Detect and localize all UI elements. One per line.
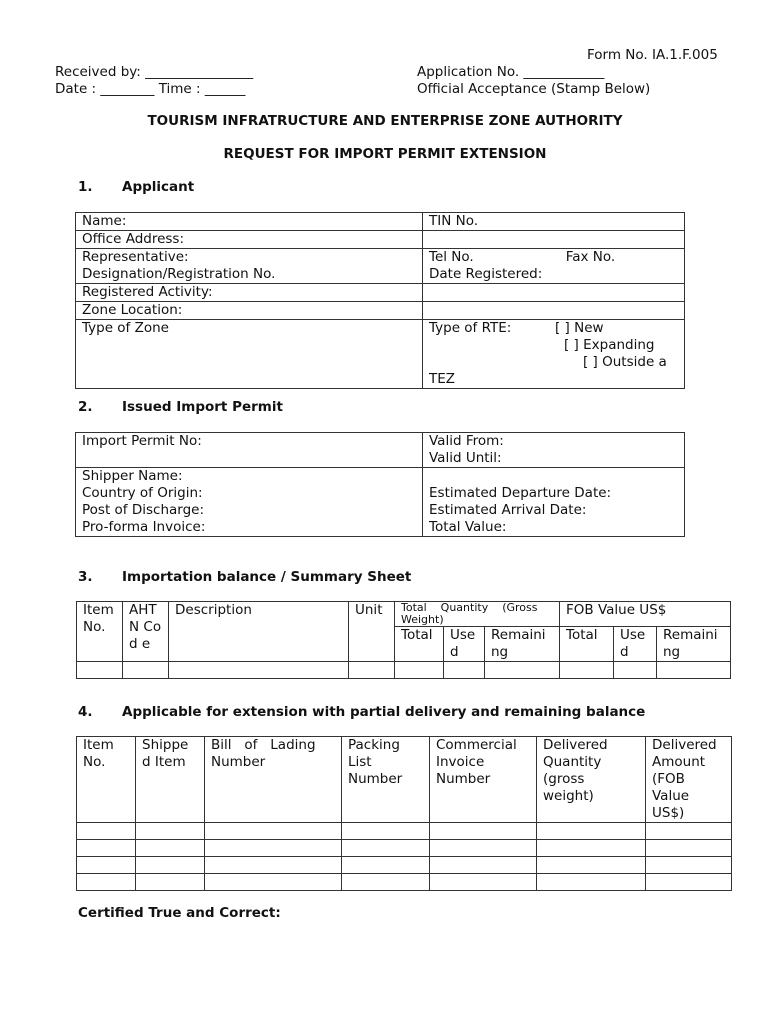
section1-title: Applicant [122, 179, 195, 195]
tin-field[interactable]: TIN No. [423, 213, 685, 231]
cell-input[interactable] [342, 840, 430, 857]
designation-field[interactable]: Designation/Registration No. [76, 266, 423, 284]
cell-input[interactable] [646, 840, 732, 857]
col-total-quantity: Total Quantity (Gross Weight) [395, 602, 560, 627]
col-bill-of-lading: Bill of Lading Number [205, 737, 342, 823]
tel-label: Tel No. [429, 249, 474, 265]
table-row [77, 857, 732, 874]
cell-input[interactable] [342, 874, 430, 891]
name-field[interactable]: Name: [76, 213, 423, 231]
cell-input[interactable] [646, 823, 732, 840]
col-shipped-item: Shippe d Item [136, 737, 205, 823]
cell-input[interactable] [77, 874, 136, 891]
cell-input[interactable] [205, 857, 342, 874]
date-time: Date : ________ Time : ______ [55, 81, 246, 97]
section3-title: Importation balance / Summary Sheet [122, 569, 412, 585]
cell-input[interactable] [485, 662, 560, 679]
permit-no-field[interactable]: Import Permit No: [76, 433, 423, 468]
table-row [77, 874, 732, 891]
date-registered-field[interactable]: Date Registered: [423, 266, 685, 284]
cell-input[interactable] [537, 857, 646, 874]
cell-input[interactable] [342, 857, 430, 874]
port-field[interactable]: Post of Discharge: [76, 502, 423, 519]
cell-input[interactable] [560, 662, 614, 679]
cell-input[interactable] [136, 840, 205, 857]
cell-input[interactable] [77, 823, 136, 840]
col-description: Description [169, 602, 349, 662]
cell-input[interactable] [349, 662, 395, 679]
cell-input[interactable] [77, 662, 123, 679]
official-acceptance: Official Acceptance (Stamp Below) [417, 81, 651, 97]
cell-input[interactable] [537, 840, 646, 857]
table-row [77, 840, 732, 857]
type-of-rte-field[interactable] [423, 320, 685, 389]
cell-input[interactable] [614, 662, 657, 679]
cell-input[interactable] [646, 874, 732, 891]
cell-input[interactable] [123, 662, 169, 679]
rte-option-new[interactable]: [ ] New [555, 320, 604, 336]
cell-input[interactable] [395, 662, 444, 679]
col-delivered-quantity: Delivered Quantity (gross weight) [537, 737, 646, 823]
country-field[interactable]: Country of Origin: [76, 485, 423, 502]
rte-option-tez: TEZ [429, 371, 456, 387]
validity-field[interactable] [423, 433, 685, 468]
rte-option-expanding[interactable]: [ ] Expanding [564, 337, 655, 353]
authority-title: TOURISM INFRATRUCTURE AND ENTERPRISE ZONE AUTHORITY [147, 113, 623, 129]
form-number: Form No. IA.1.F.005 [587, 47, 718, 63]
cell-input[interactable] [342, 823, 430, 840]
partial-delivery-table [76, 736, 732, 891]
representative-field[interactable]: Representative: [76, 249, 423, 267]
col-fob-used: Use d [614, 627, 657, 662]
cell-input[interactable] [205, 823, 342, 840]
cell-input[interactable] [205, 874, 342, 891]
col-fob-value: FOB Value US$ [560, 602, 731, 627]
col-delivered-amount: Delivered Amount (FOB Value US$) [646, 737, 732, 823]
table-row [77, 662, 731, 679]
section4-title: Applicable for extension with partial delivery and remaining balance [122, 704, 646, 720]
col-commercial-invoice: Commercial Invoice Number [430, 737, 537, 823]
section4-number: 4. [78, 704, 93, 720]
shipper-field[interactable]: Shipper Name: [76, 468, 423, 486]
col-qty-total: Total [395, 627, 444, 662]
type-of-zone-field[interactable]: Type of Zone [76, 320, 423, 389]
cell-input[interactable] [430, 857, 537, 874]
section1-number: 1. [78, 179, 93, 195]
shipper-extra[interactable] [423, 468, 685, 486]
departure-field[interactable]: Estimated Departure Date: [423, 485, 685, 502]
cell-input[interactable] [646, 857, 732, 874]
cell-input[interactable] [657, 662, 731, 679]
cell-input[interactable] [537, 874, 646, 891]
application-no: Application No. ____________ [417, 64, 605, 80]
section2-title: Issued Import Permit [122, 399, 283, 415]
cell-input[interactable] [430, 823, 537, 840]
proforma-field[interactable]: Pro-forma Invoice: [76, 519, 423, 537]
applicant-table [75, 212, 685, 389]
office-address-field[interactable]: Office Address: [76, 231, 423, 249]
col-item-no: Item No. [77, 602, 123, 662]
cell-input[interactable] [430, 874, 537, 891]
cell-input[interactable] [537, 823, 646, 840]
section2-number: 2. [78, 399, 93, 415]
col-ahtn-code: AHT N Cod e [123, 602, 169, 662]
cell-input[interactable] [136, 823, 205, 840]
certified-label: Certified True and Correct: [78, 905, 281, 921]
cell-input[interactable] [444, 662, 485, 679]
col-fob-remaining: Remaini ng [657, 627, 731, 662]
valid-from: Valid From: [429, 433, 504, 449]
col-packing-list: Packing List Number [342, 737, 430, 823]
total-value-field[interactable]: Total Value: [423, 519, 685, 537]
cell-input[interactable] [136, 857, 205, 874]
cell-input[interactable] [136, 874, 205, 891]
col-qty-used: Use d [444, 627, 485, 662]
table-row [77, 823, 732, 840]
zone-location-field[interactable]: Zone Location: [76, 302, 423, 320]
cell-input[interactable] [169, 662, 349, 679]
tel-fax-field[interactable] [423, 249, 685, 267]
registered-activity-extra[interactable] [423, 284, 685, 302]
col-qty-remaining: Remaini ng [485, 627, 560, 662]
col-item-no: Item No. [77, 737, 136, 823]
rte-option-outside[interactable]: [ ] Outside a [583, 354, 667, 370]
cell-input[interactable] [430, 840, 537, 857]
zone-location-extra[interactable] [423, 302, 685, 320]
fax-label: Fax No. [565, 249, 616, 265]
summary-table [76, 601, 731, 679]
received-by: Received by: ________________ [55, 64, 254, 80]
arrival-field[interactable]: Estimated Arrival Date: [423, 502, 685, 519]
valid-until: Valid Until: [429, 450, 502, 466]
cell-input[interactable] [205, 840, 342, 857]
col-fob-total: Total [560, 627, 614, 662]
registered-activity-field[interactable]: Registered Activity: [76, 284, 423, 302]
office-address-extra[interactable] [423, 231, 685, 249]
col-unit: Unit [349, 602, 395, 662]
import-permit-table [75, 432, 685, 537]
rte-label: Type of RTE: [429, 320, 512, 336]
cell-input[interactable] [77, 857, 136, 874]
cell-input[interactable] [77, 840, 136, 857]
form-title: REQUEST FOR IMPORT PERMIT EXTENSION [223, 146, 547, 162]
section3-number: 3. [78, 569, 93, 585]
